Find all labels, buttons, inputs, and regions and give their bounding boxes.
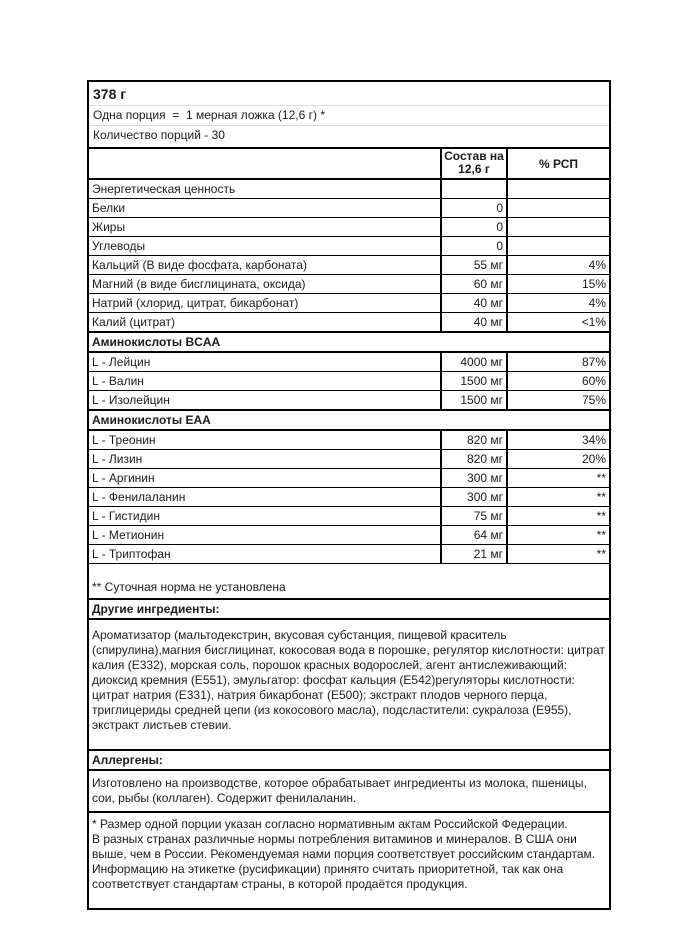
nutrient-label: L - Метионин (92, 528, 165, 542)
nutrient-label: L - Лизин (92, 452, 143, 466)
nutrient-value: 0 (440, 237, 506, 255)
nutrient-value (440, 180, 506, 198)
nutrient-rsp (506, 180, 609, 198)
nutrient-label: L - Фенилаланин (92, 490, 186, 504)
nutrient-label: L - Треонин (92, 433, 156, 447)
table-row (89, 217, 609, 236)
header-empty-cell (89, 149, 440, 178)
serving-size-line: Одна порция = 1 мерная ложка (12,6 г) * (89, 106, 609, 126)
nutrient-rsp: 4% (506, 294, 609, 312)
nutrient-label: Калий (цитрат) (92, 315, 176, 329)
nutrient-rsp: 60% (506, 372, 609, 390)
table-row (89, 431, 609, 449)
nutrient-label: Углеводы (92, 239, 146, 253)
nutrient-value: 40 мг (440, 294, 506, 312)
nutrient-rsp: ** (506, 526, 609, 544)
table-row (89, 449, 609, 468)
nutrient-rsp: ** (506, 545, 609, 563)
nutrient-label: Энергетическая ценность (92, 182, 236, 196)
nutrient-value: 21 мг (440, 545, 506, 563)
nutrient-rsp: 34% (506, 431, 609, 449)
label-header (89, 82, 609, 147)
nutrient-label: Кальций (В виде фосфата, карбоната) (92, 258, 307, 272)
nutrient-rsp: ** (506, 488, 609, 506)
table-row (89, 487, 609, 506)
nutrient-rsp (506, 237, 609, 255)
nutrient-value: 300 мг (440, 488, 506, 506)
table-row (89, 198, 609, 217)
nutrient-label: L - Гистидин (92, 509, 160, 523)
col-header-composition-line2: 12,6 г (458, 162, 490, 176)
nutrient-value: 55 мг (440, 256, 506, 274)
nutrient-label: L - Валин (92, 374, 144, 388)
section-title-bcaa: Аминокислоты BCAA (89, 331, 609, 353)
nutrients-section (89, 180, 609, 331)
col-header-rsp: % РСП (506, 149, 609, 178)
nutrient-label: Жиры (92, 220, 126, 234)
nutrient-rsp: 75% (506, 391, 609, 409)
footnote-rest: В разных странах различные нормы потребления витаминов и минералов. В США они выше, чем в России. Рекомендуемая нами порция соответствует российским стандартам. Информацию на этикетке (русификации) принято считать приоритетной, так как она соответствует стандартам страны, в которой продаётся продукция. (92, 832, 596, 891)
nutrient-value: 820 мг (440, 450, 506, 468)
nutrient-value: 1500 мг (440, 391, 506, 409)
section-title-eaa: Аминокислоты EAA (89, 409, 609, 431)
nutrient-label: Натрий (хлорид, цитрат, бикарбонат) (92, 296, 299, 310)
nutrient-rsp (506, 218, 609, 236)
table-row (89, 353, 609, 371)
daily-norm-note: ** Суточная норма не установлена (89, 563, 609, 600)
footnote-line1: * Размер одной порции указан согласно нормативным актам Российской Федерации. (92, 817, 568, 831)
nutrient-value: 4000 мг (440, 353, 506, 371)
col-header-composition-line1: Состав на (444, 149, 504, 163)
nutrient-rsp: ** (506, 507, 609, 525)
table-row (89, 390, 609, 409)
nutrient-label: L - Изолейцин (92, 393, 170, 407)
table-row (89, 312, 609, 331)
nutrient-rsp: 4% (506, 256, 609, 274)
nutrient-rsp: ** (506, 469, 609, 487)
nutrient-label: Белки (92, 201, 126, 215)
nutrient-value: 75 мг (440, 507, 506, 525)
footnote-text (89, 813, 609, 908)
bcaa-section (89, 353, 609, 409)
allergens-title: Аллергены: (89, 751, 609, 771)
table-row (89, 468, 609, 487)
eaa-section (89, 431, 609, 563)
nutrient-value: 40 мг (440, 313, 506, 331)
nutrient-value: 1500 мг (440, 372, 506, 390)
table-row (89, 544, 609, 563)
col-header-composition (440, 149, 506, 178)
nutrient-label: L - Триптофан (92, 547, 171, 561)
other-ingredients-title: Другие ингредиенты: (89, 600, 609, 620)
table-row (89, 236, 609, 255)
table-row (89, 180, 609, 198)
nutrient-value: 0 (440, 218, 506, 236)
nutrient-label: L - Лейцин (92, 355, 151, 369)
nutrient-rsp (506, 199, 609, 217)
allergens-text: Изготовлено на производстве, которое обрабатывает ингредиенты из молока, пшеницы, сои, рыбы (коллаген). Содержит фенилаланин. (89, 771, 609, 813)
table-row (89, 506, 609, 525)
table-row (89, 525, 609, 544)
ingredients-text: Ароматизатор (мальтодекстрин, вкусовая субстанция, пищевой краситель (спирулина),магния бисглицинат, кокосовая вода в порошке, регулятор кислотности: цитрат калия (Е332), морская соль, порошок красных водорослей, агент антислеживающий: диоксид кремния (Е551), эмульгатор: фосфат кальция (Е542)регуляторы кислотности: цитрат натрия (Е331), натрия бикарбонат (Е500); экстракт плодов черного перца, триглицериды средней цепи (из кокосового масла), подсластители: сукралоза (Е955), экстракт листьев стевии. (89, 620, 609, 751)
nutrient-value: 300 мг (440, 469, 506, 487)
nutrition-label (87, 80, 611, 910)
nutrient-label: L - Аргинин (92, 471, 155, 485)
table-row (89, 371, 609, 390)
product-weight: 378 г (89, 83, 609, 106)
table-row (89, 293, 609, 312)
nutrient-rsp: 15% (506, 275, 609, 293)
nutrient-rsp: <1% (506, 313, 609, 331)
table-row (89, 255, 609, 274)
nutrient-label: Магний (в виде бисглицината, оксида) (92, 277, 306, 291)
nutrient-value: 64 мг (440, 526, 506, 544)
table-header-row (89, 147, 609, 180)
nutrient-value: 0 (440, 199, 506, 217)
servings-count: Количество порций - 30 (93, 128, 225, 142)
nutrient-rsp: 87% (506, 353, 609, 371)
nutrient-value: 820 мг (440, 431, 506, 449)
nutrient-rsp: 20% (506, 450, 609, 468)
nutrient-value: 60 мг (440, 275, 506, 293)
table-row (89, 274, 609, 293)
